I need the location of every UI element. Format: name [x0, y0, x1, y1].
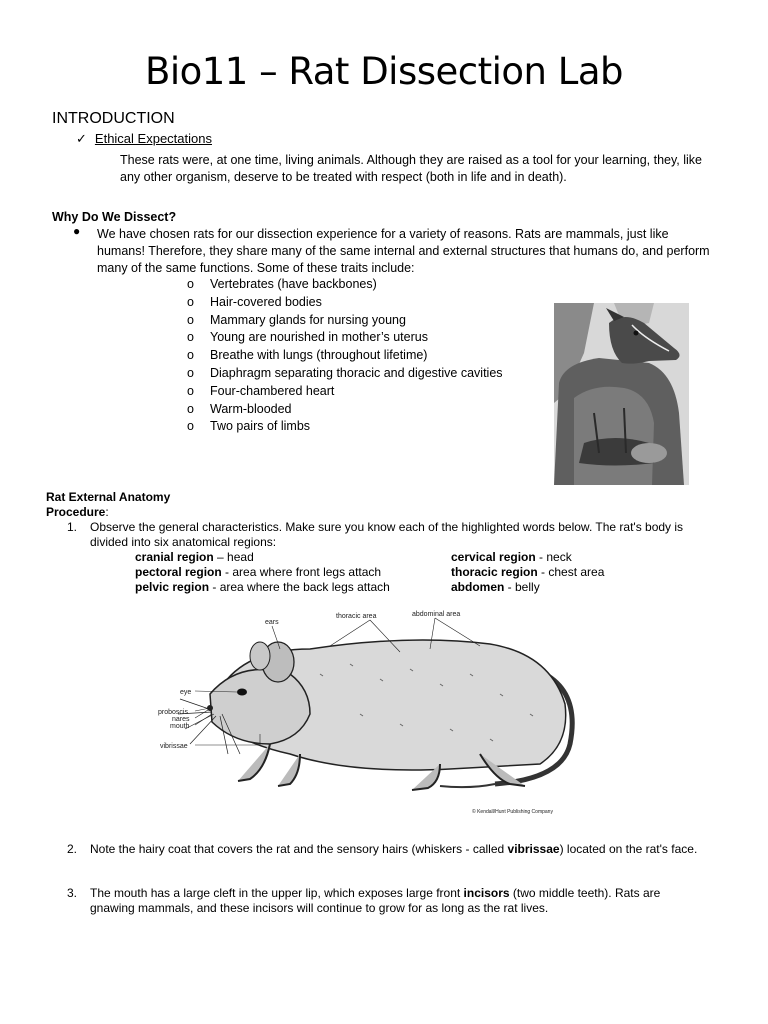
bullet-icon: ●	[73, 224, 81, 238]
label-ears: ears	[265, 619, 279, 626]
ethics-subheading-text: Ethical Expectations	[94, 131, 212, 146]
step-3	[67, 886, 707, 916]
region-cranial: cranial region – head	[135, 550, 254, 564]
regions-row	[135, 565, 635, 580]
list-item: o Breathe with lungs (throughout lifetime)	[187, 347, 503, 365]
ethics-paragraph: These rats were, at one time, living animals. Although they are raised as a tool for your learning, they, like any other organism, deserve to be treated with respect (both in life and in death).	[120, 153, 703, 184]
label-vibrissae: vibrissae	[160, 743, 188, 750]
list-item: o Diaphragm separating thoracic and digestive cavities	[187, 365, 503, 383]
label-proboscis: proboscis	[158, 709, 188, 716]
list-item: o Warm-blooded	[187, 401, 503, 419]
rat-character-image	[554, 303, 689, 485]
bullet-o-icon: o	[187, 348, 194, 363]
bullet-o-icon: o	[187, 365, 194, 380]
page-title: Bio11 – Rat Dissection Lab	[144, 50, 624, 93]
why-heading: Why Do We Dissect?	[52, 210, 177, 224]
list-item: o Vertebrates (have backbones)	[187, 276, 503, 294]
label-abdominal-area: abdominal area	[412, 611, 461, 618]
step-text: Observe the general characteristics. Make sure you know each of the highlighted words below. The rat's body is divided into six anatomical regions:	[90, 520, 684, 549]
ethics-subheading	[76, 131, 212, 147]
bullet-o-icon: o	[187, 312, 194, 327]
bullet-o-icon: o	[187, 419, 194, 434]
list-item: o Two pairs of limbs	[187, 418, 503, 436]
list-item: o Young are nourished in mother’s uterus	[187, 329, 503, 347]
bullet-o-icon: o	[187, 277, 194, 291]
procedure-label: Procedure:	[46, 505, 109, 519]
regions-row	[135, 550, 635, 565]
copyright-text: © Kendall/Hunt Publishing Company	[472, 809, 553, 815]
list-item: o Mammary glands for nursing young	[187, 312, 503, 330]
region-pelvic: pelvic region - area where the back legs attach	[135, 580, 390, 594]
check-icon: ✓	[76, 131, 87, 146]
step-2	[67, 842, 707, 857]
step-number: 2.	[67, 842, 78, 856]
list-item: o Hair-covered bodies	[187, 294, 503, 312]
step-text: The mouth has a large cleft in the upper lip, which exposes large front incisors (two middle teeth). Rats are gnawing mammals, and these incisors will continue to grow for as long as the rat lives.	[90, 886, 661, 915]
region-pectoral: pectoral region - area where front legs attach	[135, 565, 382, 579]
bullet-o-icon: o	[187, 401, 194, 416]
step-1	[67, 520, 717, 550]
step-number: 3.	[67, 886, 78, 900]
external-anatomy-heading: Rat External Anatomy	[46, 490, 171, 504]
step-text: Note the hairy coat that covers the rat and the sensory hairs (whiskers - called vibrissae) located on the rat's face.	[90, 842, 698, 856]
label-thoracic-area: thoracic area	[336, 613, 377, 620]
bullet-o-icon: o	[187, 383, 194, 398]
step-number: 1.	[67, 520, 78, 534]
intro-heading: INTRODUCTION	[52, 110, 175, 127]
bullet-o-icon: o	[187, 330, 194, 345]
why-paragraph: We have chosen rats for our dissection experience for a variety of reasons. Rats are mammals, just like humans! Therefore, they share many of the same internal and external structures that humans do, and perform many of the same functions. Some of these traits include:	[97, 227, 710, 275]
traits-list	[187, 276, 503, 436]
region-thoracic: thoracic region - chest area	[451, 565, 605, 579]
label-nares: nares	[172, 716, 190, 723]
regions-row	[135, 580, 635, 595]
bullet-o-icon: o	[187, 294, 194, 309]
region-cervical: cervical region - neck	[451, 550, 572, 564]
rat-anatomy-diagram	[150, 604, 590, 818]
label-mouth: mouth	[170, 723, 190, 730]
label-eye: eye	[180, 689, 192, 696]
regions-table	[135, 550, 635, 595]
list-item: o Four-chambered heart	[187, 383, 503, 401]
region-abdomen: abdomen - belly	[451, 580, 540, 594]
